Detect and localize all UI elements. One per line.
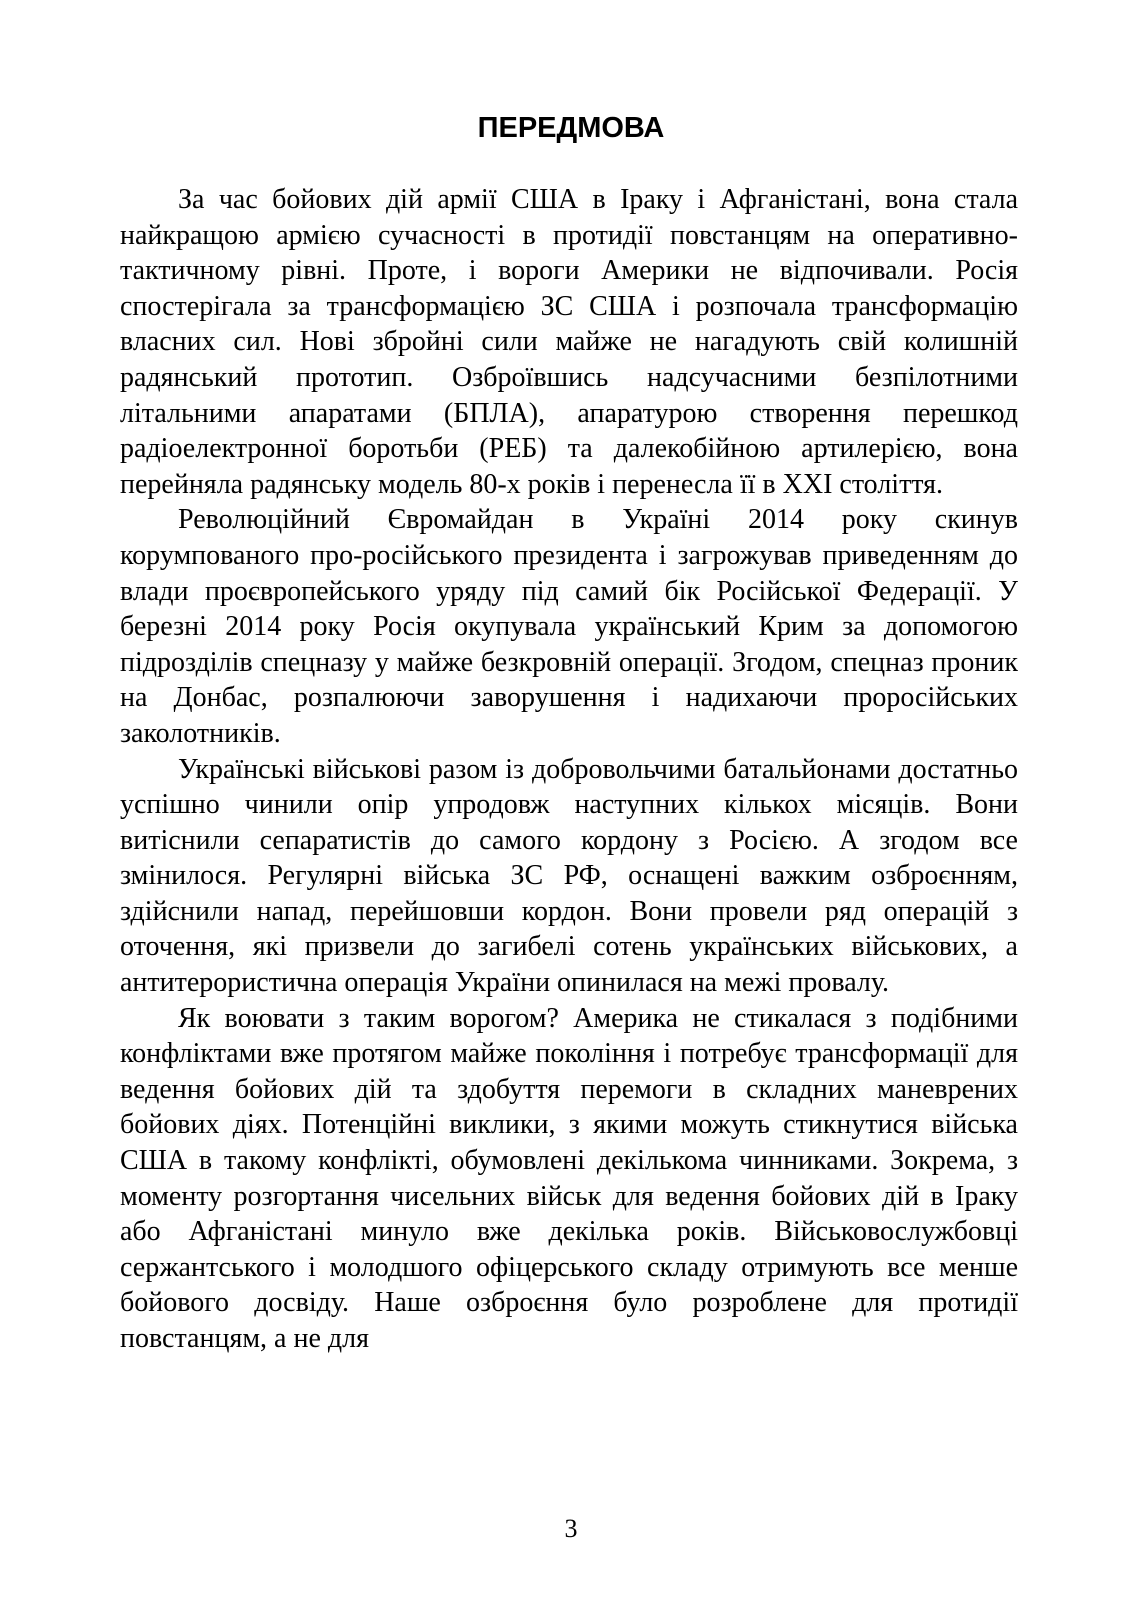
body-text [120, 182, 1018, 1357]
page-title: ПЕРЕДМОВА [477, 112, 665, 144]
paragraph: За час бойових дій армії США в Іраку і Афганістані, вона стала найкращою армією сучасності в протидії повстанцям на оперативно-тактичному рівні. Проте, і вороги Америки не відпочивали. Росія спостерігала за трансформацією ЗС США і розпочала трансформацію власних сил. Нові збройні сили майже не нагадують свій колишній радянський прототип. Озброївшись надсучасними безпілотними літальними апаратами (БПЛА), апаратурою створення перешкод радіоелектронної боротьби (РЕБ) та далекобійною артилерією, вона перейняла радянську модель 80-х років і перенесла її в XXI століття. [120, 184, 1018, 500]
paragraph: Українські військові разом із добровольчими батальйонами достатньо успішно чинили опір упродовж наступних кількох місяців. Вони витіснили сепаратистів до самого кордону з Росією. А згодом все змінилося. Регулярні війська ЗС РФ, оснащені важким озброєнням, здійснили напад, перейшовши кордон. Вони провели ряд операцій з оточення, які призвели до загибелі сотень українських військових, а антитерористична операція України опинилася на межі провалу. [120, 753, 1018, 999]
paragraph: Як воювати з таким ворогом? Америка не стикалася з подібними конфліктами вже протягом майже покоління і потребує трансформації для ведення бойових дій та здобуття перемоги в складних маневрених бойових діях. Потенційні виклики, з якими можуть стикнутися війська США в такому конфлікті, обумовлені декількома чинниками. Зокрема, з моменту розгортання чисельних військ для ведення бойових дій в Іраку або Афганістані минуло вже декілька років. Військовослужбовці сержантського і молодшого офіцерського складу отримують все менше бойового досвіду. Наше озброєння було розроблене для протидії повстанцям, а не для [120, 1002, 1018, 1354]
page-number: 3 [564, 1514, 578, 1543]
paragraph: Революційний Євромайдан в Україні 2014 року скинув корумпованого про-російського президента і загрожував приведенням до влади проєвропейського уряду під самий бік Російської Федерації. У березні 2014 року Росія окупувала український Крим за допомогою підрозділів спецназу у майже безкровній операції. Згодом, спецназ проник на Донбас, розпалюючи заворушення і надихаючи проросійських заколотників. [120, 504, 1018, 749]
